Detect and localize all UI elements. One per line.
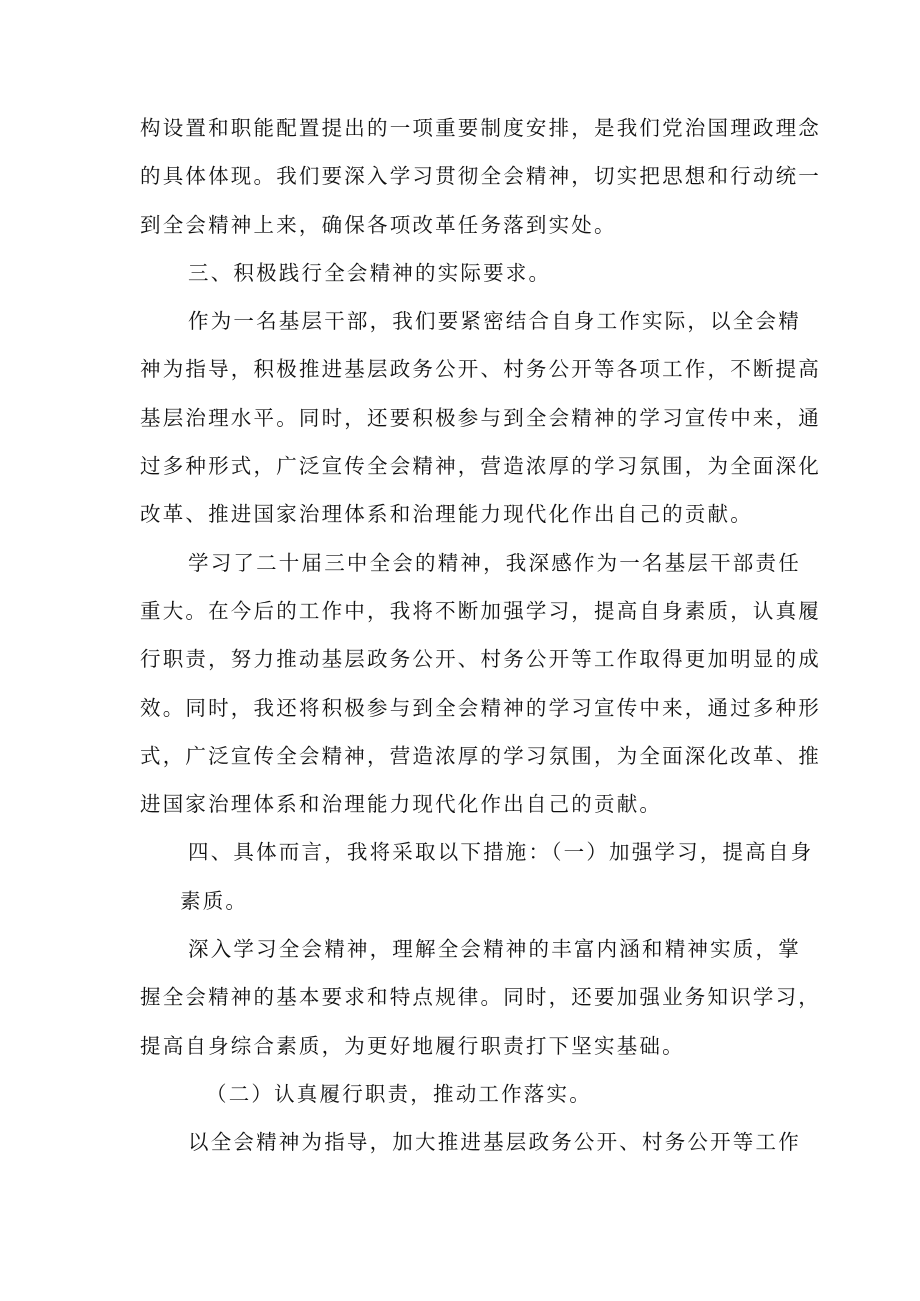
text-line: 重大。在今后的工作中，我将不断加强学习，提高自身素质，认真履	[140, 598, 821, 623]
text-line: 过多种形式，广泛宣传全会精神，营造浓厚的学习氛围，为全面深化	[140, 454, 821, 479]
section-heading-3: 三、积极践行全会精神的实际要求。	[188, 260, 552, 285]
text-line: 学习了二十届三中全会的精神，我深感作为一名基层干部责任	[188, 550, 801, 575]
text-line: 以全会精神为指导，加大推进基层政务公开、村务公开等工作	[188, 1130, 801, 1155]
text-line: 作为一名基层干部，我们要紧密结合自身工作实际，以全会精	[188, 309, 801, 334]
text-line: 的具体体现。我们要深入学习贯彻全会精神，切实把思想和行动统一	[140, 164, 821, 189]
text-line: 提高自身综合素质，为更好地履行职责打下坚实基础。	[140, 1033, 685, 1058]
text-line: 式，广泛宣传全会精神，营造浓厚的学习氛围，为全面深化改革、推	[140, 743, 821, 768]
document-body	[140, 104, 821, 1167]
text-line: 效。同时，我还将积极参与到全会精神的学习宣传中来，通过多种形	[140, 695, 821, 720]
subsection-heading-2: （二）认真履行职责，推动工作落实。	[206, 1081, 592, 1106]
text-line: 行职责，努力推动基层政务公开、村务公开等工作取得更加明显的成	[140, 647, 821, 672]
section-heading-4-continued: 素质。	[180, 888, 249, 913]
text-line: 神为指导，积极推进基层政务公开、村务公开等各项工作，不断提高	[140, 357, 821, 382]
text-line: 到全会精神上来，确保各项改革任务落到实处。	[140, 212, 617, 237]
text-line: 基层治理水平。同时，还要积极参与到全会精神的学习宣传中来，通	[140, 405, 821, 430]
text-line: 改革、推进国家治理体系和治理能力现代化作出自己的贡献。	[140, 502, 753, 527]
text-line: 构设置和职能配置提出的一项重要制度安排，是我们党治国理政理念	[140, 116, 821, 140]
section-heading-4: 四、具体而言，我将采取以下措施：（一）加强学习，提高自身	[188, 840, 814, 865]
text-line: 进国家治理体系和治理能力现代化作出自己的贡献。	[140, 792, 663, 817]
text-line: 握全会精神的基本要求和特点规律。同时，还要加强业务知识学习，	[140, 985, 821, 1010]
text-line: 深入学习全会精神，理解全会精神的丰富内涵和精神实质，掌	[188, 937, 801, 962]
